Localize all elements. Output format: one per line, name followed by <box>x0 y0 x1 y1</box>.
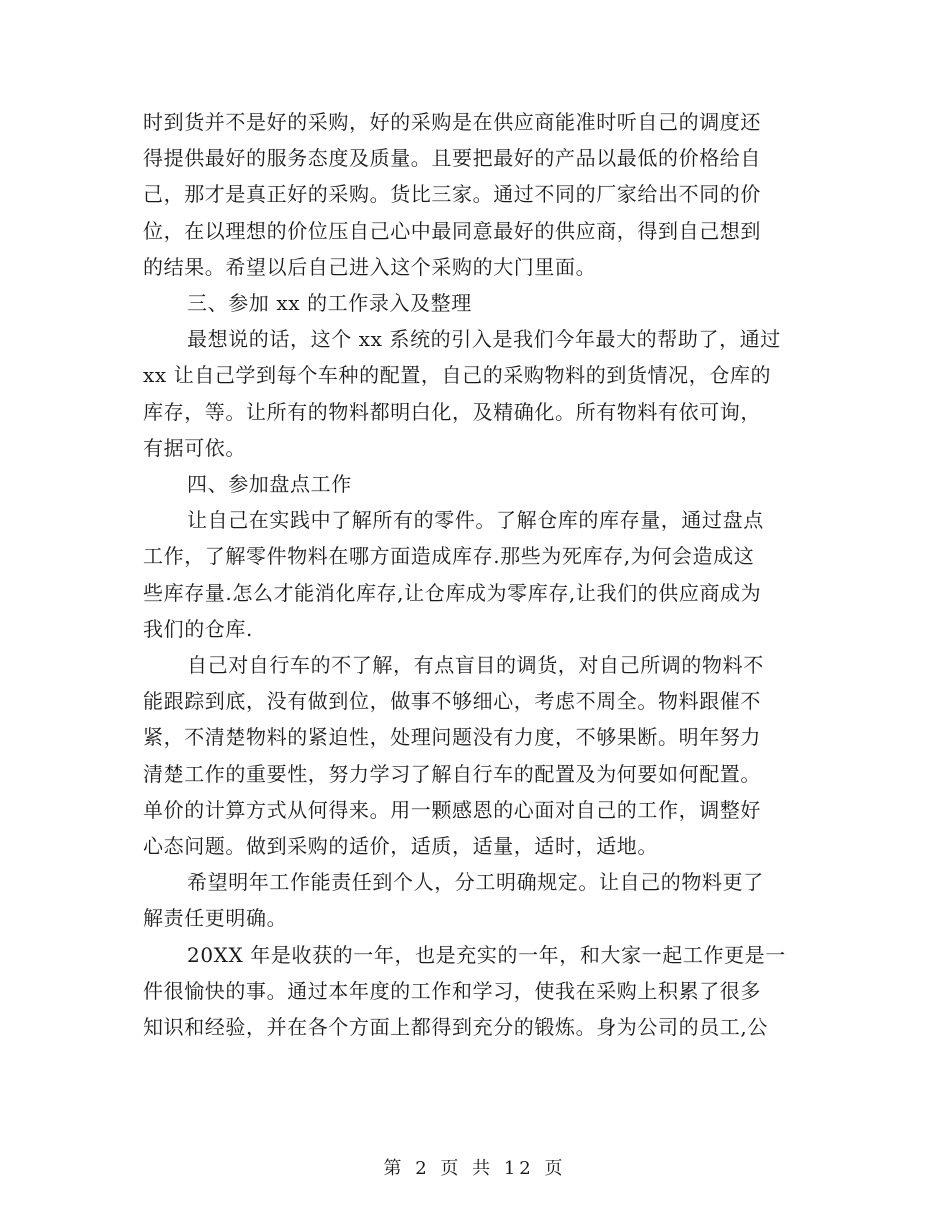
section-heading-4 <box>143 466 803 502</box>
text-line: 件很愉快的事。通过本年度的工作和学习，使我在采购上积累了很多 <box>143 978 761 1003</box>
text-line: 己，那才是真正好的采购。货比三家。通过不同的厂家给出不同的价 <box>143 182 761 207</box>
section-heading-3 <box>143 285 803 321</box>
text-line: 紧，不清楚物料的紧迫性，处理问题没有力度，不够果断。明年努力 <box>143 725 761 750</box>
paragraph-shortcomings <box>143 647 803 864</box>
text-line: 清楚工作的重要性，努力学习了解自行车的配置及为何要如何配置。 <box>143 761 761 786</box>
text-line: 些库存量.怎么才能消化库存,让仓库成为零库存,让我们的供应商成为 <box>143 580 762 605</box>
text-line: 能跟踪到底，没有做到位，做事不够细心，考虑不周全。物料跟催不 <box>143 689 761 714</box>
text-line: 自己对自行车的不了解，有点盲目的调货，对自己所调的物料不 <box>187 653 764 678</box>
text-line: 心态问题。做到采购的适价，适质，适量，适时，适地。 <box>143 834 658 859</box>
paragraph-inventory <box>143 502 803 647</box>
text-line: 有据可依。 <box>143 435 246 460</box>
paragraph-xx-system <box>143 321 803 466</box>
text-line: 让自己在实践中了解所有的零件。了解仓库的库存量，通过盘点 <box>187 508 764 533</box>
text-line: 的结果。希望以后自己进入这个采购的大门里面。 <box>143 254 597 279</box>
text-line: 解责任更明确。 <box>143 906 288 931</box>
paragraph-year-summary <box>143 937 803 1046</box>
paragraph-next-year-hope <box>143 864 803 936</box>
text-line: 得提供最好的服务态度及质量。且要把最好的产品以最低的价格给自 <box>143 146 761 171</box>
text-line: 工作，了解零件物料在哪方面造成库存.那些为死库存,为何会造成这 <box>143 544 755 569</box>
text-line: 库存，等。让所有的物料都明白化，及精确化。所有物料有依可询， <box>143 399 761 424</box>
text-line: 希望明年工作能责任到个人，分工明确规定。让自己的物料更了 <box>187 870 764 895</box>
text-line: 单价的计算方式从何得来。用一颗感恩的心面对自己的工作，调整好 <box>143 797 761 822</box>
page-number-footer: 第 2 页 共 12 页 <box>383 1158 567 1179</box>
heading-line: 三、参加 xx 的工作录入及整理 <box>187 291 472 316</box>
paragraph-procurement-quality <box>143 104 803 285</box>
heading-line: 四、参加盘点工作 <box>187 472 352 497</box>
document-body <box>143 104 803 1045</box>
text-line: 时到货并不是好的采购，好的采购是在供应商能准时听自己的调度还 <box>143 110 761 134</box>
text-line: 最想说的话，这个 xx 系统的引入是我们今年最大的帮助了，通过 <box>187 327 781 352</box>
text-line: 知识和经验，并在各个方面上都得到充分的锻炼。身为公司的员工,公 <box>143 1015 768 1040</box>
text-line: 位，在以理想的价位压自己心中最同意最好的供应商，得到自己想到 <box>143 218 761 243</box>
text-line: 我们的仓库. <box>143 616 253 641</box>
text-line: 20XX 年是收获的一年，也是充实的一年，和大家一起工作更是一 <box>187 942 786 967</box>
text-line: xx 让自己学到每个车种的配置，自己的采购物料的到货情况，仓库的 <box>143 363 772 388</box>
